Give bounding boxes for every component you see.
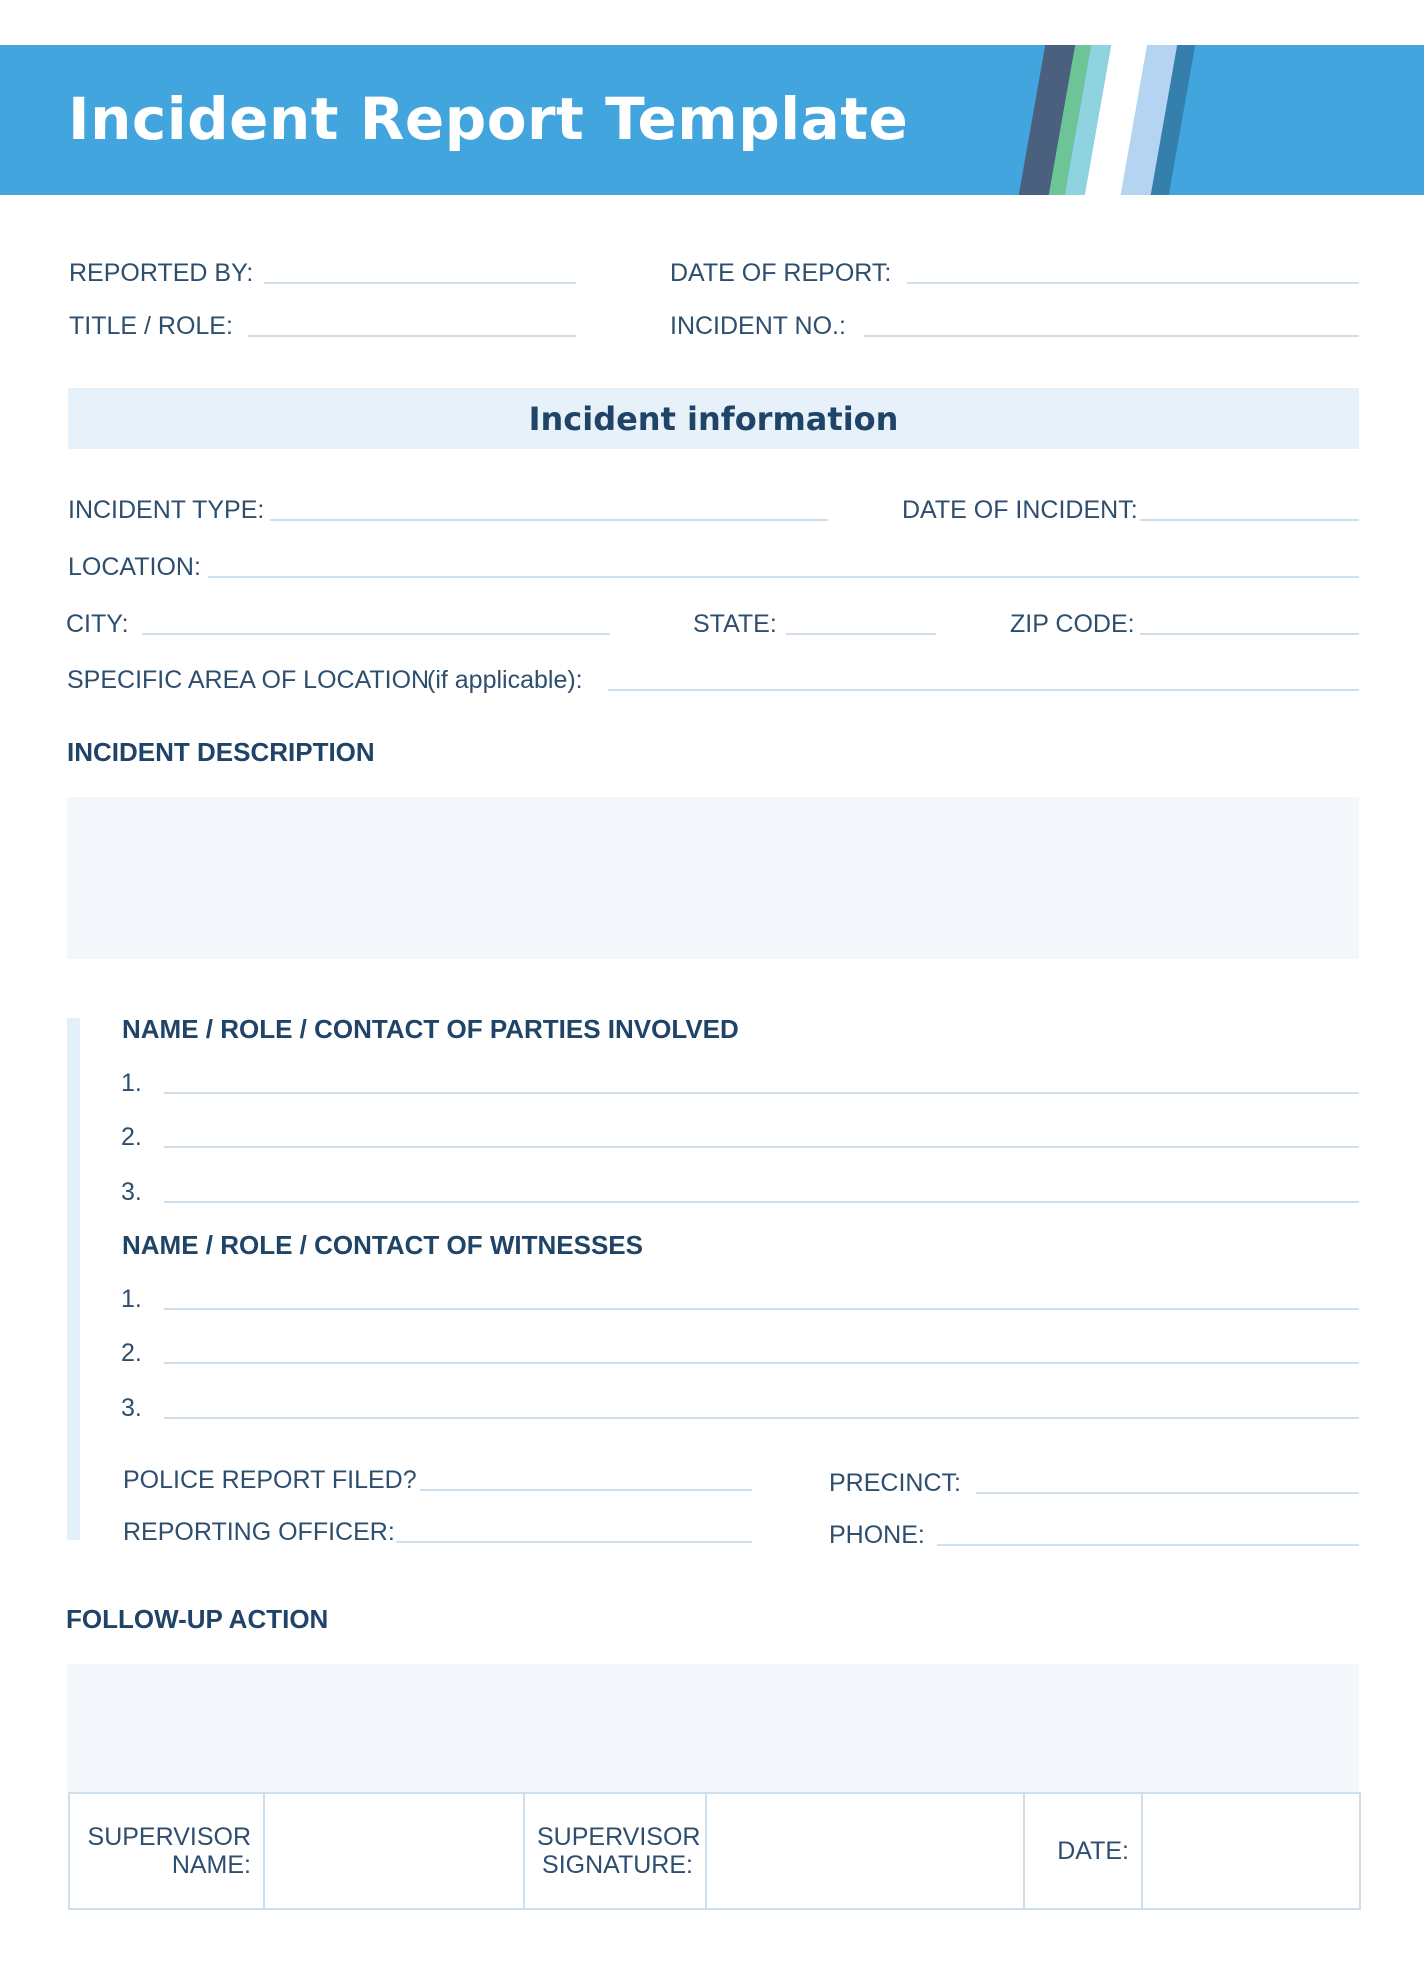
witnesses-line-3[interactable] xyxy=(164,1417,1359,1419)
reporting-officer-field[interactable] xyxy=(396,1541,752,1543)
supervisor-name-field[interactable] xyxy=(264,1793,524,1909)
precinct-label: PRECINCT: xyxy=(829,1469,961,1497)
incident-no-label: INCIDENT NO.: xyxy=(670,312,846,340)
incident-description-heading: INCIDENT DESCRIPTION xyxy=(67,737,375,767)
witnesses-line-1[interactable] xyxy=(164,1308,1359,1310)
phone-field[interactable] xyxy=(937,1544,1359,1546)
city-field[interactable] xyxy=(142,633,610,635)
parties-number: 1. xyxy=(121,1069,142,1097)
signature-table xyxy=(68,1792,1361,1910)
if-applicable-label: (if applicable): xyxy=(427,666,583,694)
witnesses-heading: NAME / ROLE / CONTACT OF WITNESSES xyxy=(122,1230,643,1260)
incident-description-box[interactable] xyxy=(67,797,1359,959)
title-role-field[interactable] xyxy=(248,335,576,337)
header-banner xyxy=(0,45,1424,195)
specific-area-label: SPECIFIC AREA OF LOCATION xyxy=(67,666,430,694)
date-label: DATE: xyxy=(1024,1793,1142,1909)
supervisor-signature-field[interactable] xyxy=(706,1793,1024,1909)
state-field[interactable] xyxy=(786,633,936,635)
precinct-field[interactable] xyxy=(976,1492,1359,1494)
location-label: LOCATION: xyxy=(68,553,201,581)
police-report-filed-field[interactable] xyxy=(420,1489,752,1491)
witnesses-number: 1. xyxy=(121,1285,142,1313)
parties-line-2[interactable] xyxy=(164,1146,1359,1148)
zip-code-field[interactable] xyxy=(1140,633,1359,635)
date-of-report-field[interactable] xyxy=(907,282,1359,284)
specific-area-field[interactable] xyxy=(608,689,1359,691)
parties-number: 2. xyxy=(121,1123,142,1151)
section-accent-bar xyxy=(67,1018,80,1540)
incident-no-field[interactable] xyxy=(864,335,1359,337)
witnesses-number: 2. xyxy=(121,1339,142,1367)
parties-heading: NAME / ROLE / CONTACT OF PARTIES INVOLVED xyxy=(122,1014,739,1044)
follow-up-box[interactable] xyxy=(67,1664,1359,1792)
reporting-officer-label: REPORTING OFFICER: xyxy=(123,1518,395,1546)
supervisor-name-label xyxy=(69,1793,264,1909)
police-report-filed-label: POLICE REPORT FILED? xyxy=(123,1466,417,1494)
witnesses-number: 3. xyxy=(121,1394,142,1422)
date-field[interactable] xyxy=(1142,1793,1360,1909)
location-field[interactable] xyxy=(208,576,1359,578)
date-of-incident-label: DATE OF INCIDENT: xyxy=(902,496,1138,524)
section-title: Incident information xyxy=(528,400,899,438)
zip-code-label: ZIP CODE: xyxy=(1010,610,1135,638)
parties-line-3[interactable] xyxy=(164,1201,1359,1203)
supervisor-signature-line1: SUPERVISOR xyxy=(537,1823,701,1851)
city-label: CITY: xyxy=(66,610,129,638)
witnesses-line-2[interactable] xyxy=(164,1362,1359,1364)
supervisor-signature-label xyxy=(524,1793,706,1909)
incident-type-label: INCIDENT TYPE: xyxy=(68,496,265,524)
parties-line-1[interactable] xyxy=(164,1092,1359,1094)
parties-number: 3. xyxy=(121,1178,142,1206)
page-title: Incident Report Template xyxy=(68,85,909,153)
incident-info-section xyxy=(68,388,1359,449)
date-of-incident-field[interactable] xyxy=(1140,519,1359,521)
reported-by-field[interactable] xyxy=(264,282,576,284)
reported-by-label: REPORTED BY: xyxy=(69,259,254,287)
date-of-report-label: DATE OF REPORT: xyxy=(670,259,892,287)
phone-label: PHONE: xyxy=(829,1521,925,1549)
supervisor-name-line2: NAME: xyxy=(171,1851,251,1879)
supervisor-name-line1: SUPERVISOR xyxy=(87,1823,251,1851)
state-label: STATE: xyxy=(693,610,777,638)
incident-type-field[interactable] xyxy=(270,519,828,521)
supervisor-signature-line2: SIGNATURE: xyxy=(542,1851,693,1879)
title-role-label: TITLE / ROLE: xyxy=(69,312,233,340)
follow-up-heading: FOLLOW-UP ACTION xyxy=(66,1604,329,1634)
